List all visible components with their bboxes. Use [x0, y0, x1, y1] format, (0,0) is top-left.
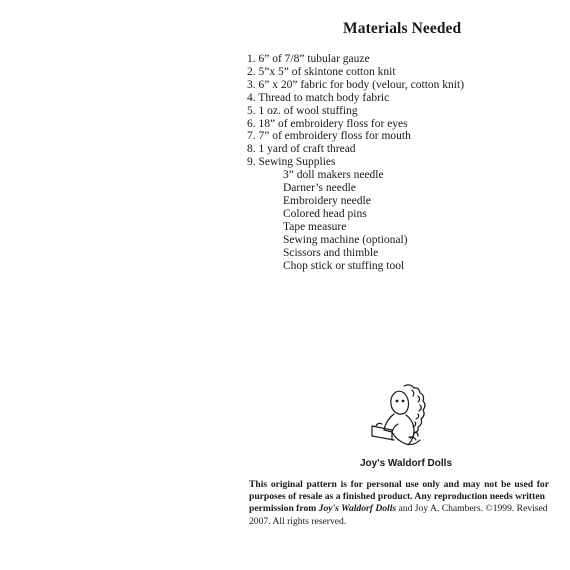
list-item: 7. 7” of embroidery floss for mouth — [247, 130, 411, 143]
list-item: 1. 6” of 7/8” tubular gauze — [247, 53, 370, 65]
list-item: 3. 6” x 20” fabric for body (velour, cotton knit) — [247, 78, 465, 91]
doll-logo-icon — [359, 382, 453, 472]
rights-reserved: 2007. All rights reserved. — [249, 516, 347, 527]
list-item: Tape measure — [283, 220, 347, 233]
list-item: Darner’s needle — [283, 182, 356, 195]
copyright-permission-line — [249, 503, 549, 515]
page-title: Materials Needed — [343, 20, 462, 37]
list-item: 5. 1 oz. of wool stuffing — [247, 104, 358, 117]
list-item: 4. Thread to match body fabric — [247, 91, 390, 104]
logo-text: Joy's Waldorf Dolls — [359, 458, 453, 469]
list-item: Embroidery needle — [283, 194, 371, 207]
list-item: Colored head pins — [283, 207, 367, 220]
permission-suffix: and Joy A. Chambers. ©1999. Revised — [398, 503, 548, 514]
list-item: 8. 1 yard of craft thread — [247, 143, 356, 156]
permission-prefix: permission from — [249, 503, 317, 514]
list-item: 6. 18” of embroidery floss for eyes — [247, 117, 408, 130]
list-item: 9. Sewing Supplies — [247, 156, 336, 169]
sewing-supplies-sublist-wrapper — [247, 169, 464, 272]
list-item: 3” doll makers needle — [283, 169, 384, 182]
copyright-notice: This original pattern is for personal use only and may not be used for purposes of resale as a finished product. Any reproduction needs written — [249, 479, 549, 502]
brand-name: Joy's Waldorf Dolls — [318, 503, 397, 514]
list-item: 2. 5”x 5” of skintone cotton knit — [247, 65, 396, 78]
list-item: Sewing machine (optional) — [283, 233, 408, 246]
list-item: Scissors and thimble — [283, 246, 379, 259]
sewing-supplies-list — [247, 169, 464, 272]
materials-list — [247, 53, 464, 272]
list-item: Chop stick or stuffing tool — [283, 259, 405, 272]
